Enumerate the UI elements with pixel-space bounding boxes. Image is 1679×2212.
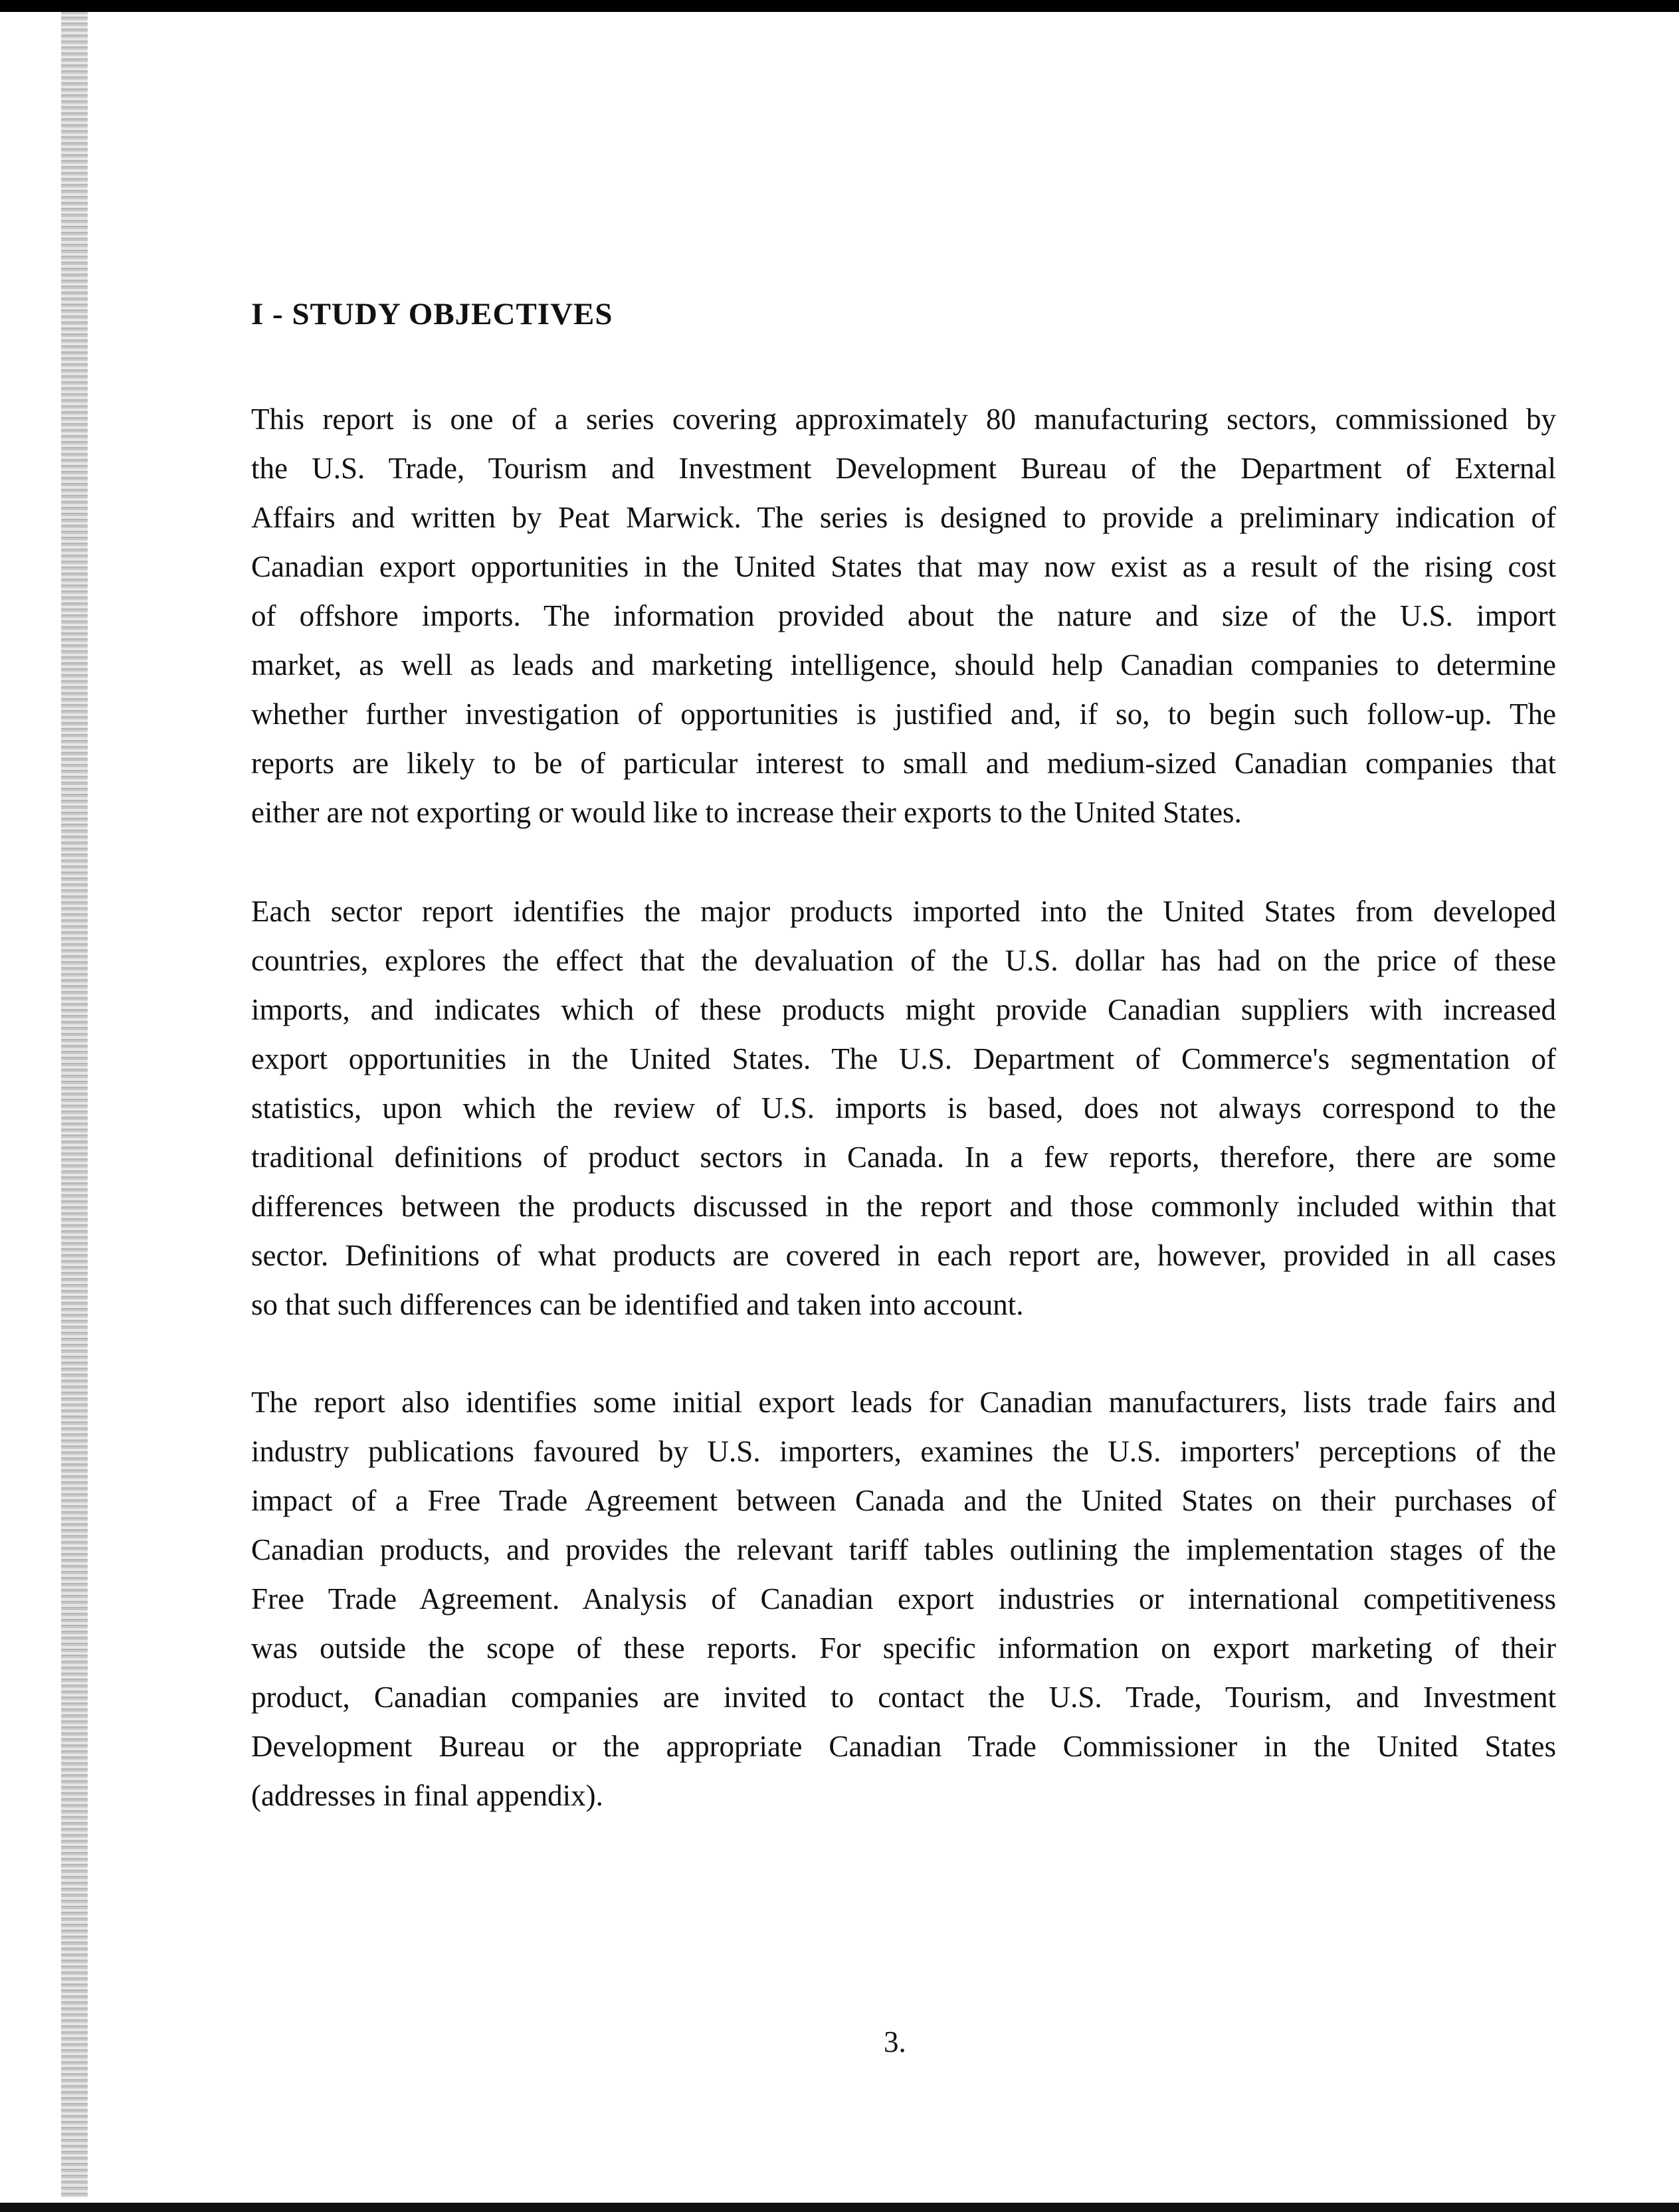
scan-bottom-border (0, 2203, 1679, 2212)
paragraph-3 (251, 1378, 1556, 1820)
text-line: This report is one of a series covering approximately 80 manufacturing sectors, commissioned by (251, 403, 1556, 436)
text-line: differences between the products discussed in the report and those commonly included within that (251, 1190, 1556, 1223)
text-line: industry publications favoured by U.S. importers, examines the U.S. importers' perceptions of the (251, 1435, 1556, 1468)
page-number: 3. (884, 2025, 906, 2059)
text-line: Affairs and written by Peat Marwick. The series is designed to provide a preliminary indication of (251, 501, 1556, 534)
section-heading: I - STUDY OBJECTIVES (251, 297, 613, 331)
text-line: imports, and indicates which of these products might provide Canadian suppliers with increased (251, 993, 1556, 1026)
text-line: product, Canadian companies are invited to contact the U.S. Trade, Tourism, and Investment (251, 1681, 1556, 1714)
text-line: so that such differences can be identified and taken into account. (251, 1288, 1024, 1321)
text-line: sector. Definitions of what products are covered in each report are, however, provided in all cases (251, 1239, 1556, 1272)
text-line: export opportunities in the United States. The U.S. Department of Commerce's segmentation of (251, 1042, 1556, 1075)
text-line: (addresses in final appendix). (251, 1779, 603, 1812)
text-line: impact of a Free Trade Agreement between Canada and the United States on their purchases of (251, 1484, 1556, 1517)
text-line: was outside the scope of these reports. For specific information on export marketing of their (251, 1631, 1556, 1665)
paragraph-1 (251, 395, 1556, 837)
text-line: statistics, upon which the review of U.S. imports is based, does not always correspond to the (251, 1091, 1556, 1125)
text-line: traditional definitions of product sectors in Canada. In a few reports, therefore, there are some (251, 1141, 1556, 1174)
text-line: of offshore imports. The information provided about the nature and size of the U.S. import (251, 599, 1556, 632)
text-line: Each sector report identifies the major products imported into the United States from developed (251, 895, 1556, 928)
text-line: either are not exporting or would like to increase their exports to the United States. (251, 796, 1242, 829)
text-line: market, as well as leads and marketing intelligence, should help Canadian companies to determine (251, 648, 1556, 682)
text-line: The report also identifies some initial export leads for Canadian manufacturers, lists trade fairs and (251, 1386, 1556, 1419)
text-line: countries, explores the effect that the devaluation of the U.S. dollar has had on the price of these (251, 944, 1556, 977)
text-line: reports are likely to be of particular interest to small and medium-sized Canadian companies that (251, 747, 1556, 780)
scan-top-border (0, 0, 1679, 12)
text-line: Canadian export opportunities in the United States that may now exist as a result of the rising cost (251, 550, 1556, 583)
text-line: Development Bureau or the appropriate Canadian Trade Commissioner in the United States (251, 1730, 1556, 1763)
text-line: Free Trade Agreement. Analysis of Canadian export industries or international competitiveness (251, 1582, 1556, 1615)
text-line: the U.S. Trade, Tourism and Investment Development Bureau of the Department of External (251, 452, 1556, 485)
paragraph-2 (251, 887, 1556, 1329)
scan-binding-edge (61, 12, 88, 2197)
text-line: Canadian products, and provides the relevant tariff tables outlining the implementation stages of the (251, 1533, 1556, 1566)
text-line: whether further investigation of opportunities is justified and, if so, to begin such follow-up. The (251, 697, 1556, 731)
